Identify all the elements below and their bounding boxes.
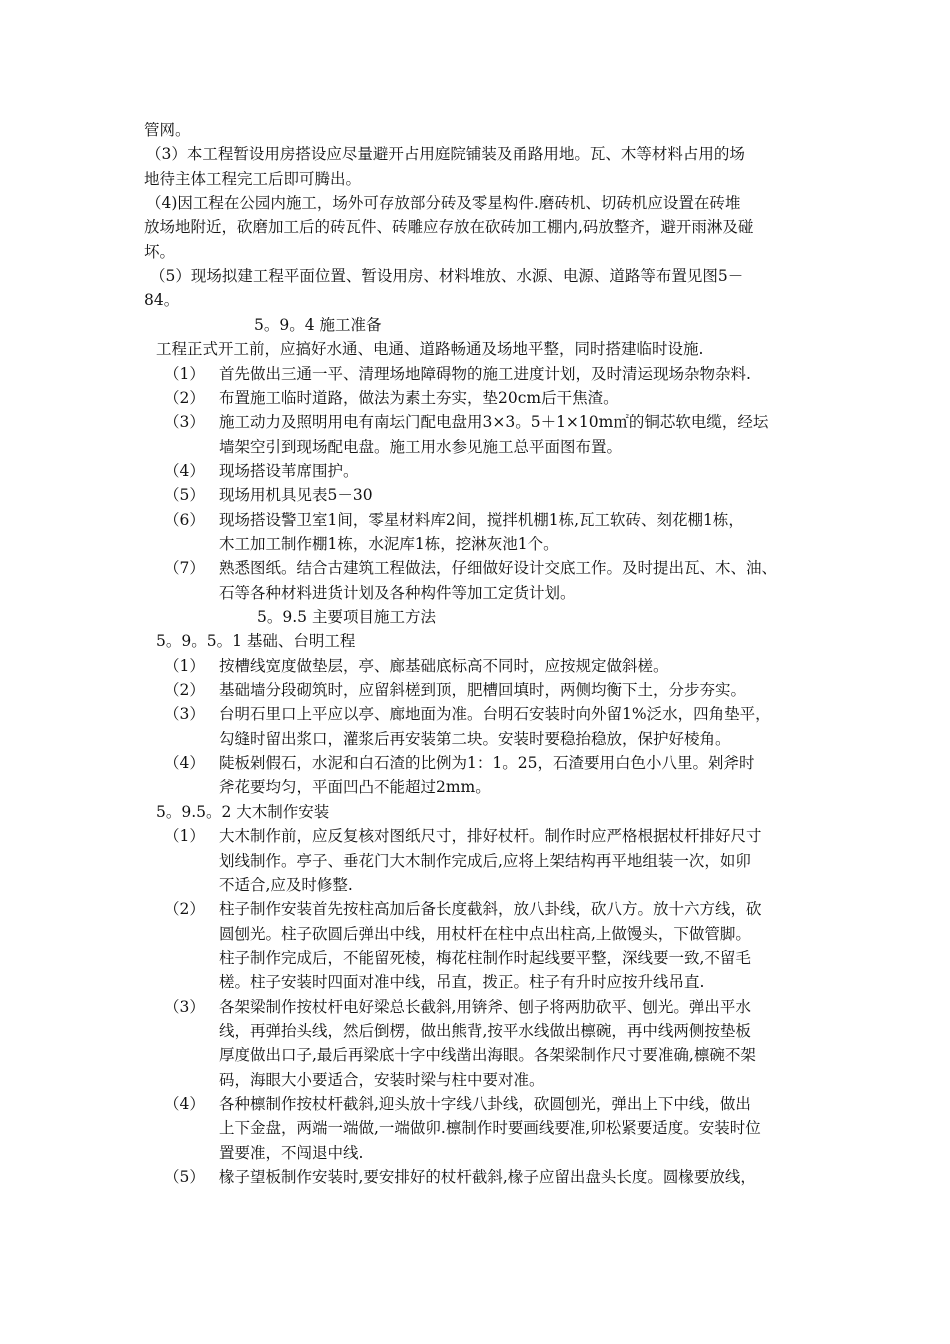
- list-item-text: 墙架空引到现场配电盘。施工用水参见施工总平面图布置。: [219, 437, 623, 456]
- list-item-text: 椽子望板制作安装时,要安排好的杖杆截斜,椽子应留出盘头长度。圆椽要放线，: [219, 1168, 756, 1187]
- list-item-text: 槎。柱子安装时四面对准中线，吊直，拨正。柱子有升时应按升线吊直.: [219, 973, 705, 992]
- list-item-number: （7）: [164, 559, 205, 578]
- list-item-number: （3）: [164, 997, 205, 1016]
- subsection-heading: 5。9.5。2 大木制作安装: [156, 802, 330, 821]
- list-item-text: 布置施工临时道路，做法为素土夯实，垫20cm后干焦渣。: [219, 388, 619, 407]
- list-item-text: 柱子制作完成后，不能留死棱，梅花柱制作时起线要平整，深线要一致,不留毛: [219, 948, 751, 967]
- list-item-text: 台明石里口上平应以亭、廊地面为准。台明石安装时向外留1%泛水，四角垫平，: [219, 705, 771, 724]
- list-item-number: （4）: [164, 461, 205, 480]
- list-item-text: 置要准，不闯退中线.: [219, 1143, 364, 1162]
- list-item-text: 不适合,应及时修整.: [219, 875, 353, 894]
- intro-line: 放场地附近，砍磨加工后的砖瓦件、砖雕应存放在砍砖加工棚内,码放整齐，避开雨淋及碰: [144, 218, 754, 237]
- intro-line: （4)因工程在公园内施工，场外可存放部分砖及零星构件.磨砖机、切砖机应设置在砖堆: [146, 194, 741, 213]
- list-item-text: 码，海眼大小要适合，安装时梁与柱中要对准。: [219, 1070, 545, 1089]
- list-item-number: （6）: [164, 510, 205, 529]
- list-item-text: 现场搭设警卫室1间，零星材料库2间，搅拌机棚1栋,瓦工软砖、刻花棚1栋，: [219, 510, 744, 529]
- list-item-text: 现场搭设苇席围护。: [219, 461, 359, 480]
- list-item-text: 熟悉图纸。结合古建筑工程做法，仔细做好设计交底工作。及时提出瓦、木、油、: [219, 559, 778, 578]
- intro-line: 84。: [144, 291, 180, 310]
- intro-line: 管网。: [144, 121, 191, 139]
- list-item-text: 陡板剁假石，水泥和白石渣的比例为1：1。25，石渣要用白色小八里。剁斧时: [219, 754, 755, 773]
- list-item-text: 按槽线宽度做垫层，亭、廊基础底标高不同时，应按规定做斜槎。: [219, 656, 669, 675]
- list-item-number: （3）: [164, 413, 205, 432]
- list-item-number: （2）: [164, 900, 205, 919]
- section-heading: 5。9.5 主要项目施工方法: [257, 608, 436, 626]
- section-heading: 5。9。4 施工准备: [254, 315, 382, 334]
- list-item-number: （3）: [164, 705, 205, 724]
- list-item-number: （1）: [164, 656, 205, 675]
- list-item-number: （2）: [164, 681, 205, 700]
- list-item-text: 各种檩制作按杖杆截斜,迎头放十字线八卦线，砍圆刨光，弹出上下中线，做出: [219, 1095, 751, 1113]
- list-item-text: 厚度做出口子,最后再梁底十字中线凿出海眼。各架梁制作尺寸要准确,檩碗不架: [219, 1046, 756, 1065]
- list-item-text: 首先做出三通一平、清理场地障碍物的施工进度计划，及时清运现场杂物杂料.: [219, 364, 751, 383]
- list-item-number: （5）: [164, 1168, 205, 1187]
- list-item-number: （1）: [164, 827, 205, 846]
- section-lead: 工程正式开工前，应搞好水通、电通、道路畅通及场地平整，同时搭建临时设施.: [156, 340, 704, 359]
- list-item-number: （5）: [164, 486, 205, 505]
- list-item-text: 石等各种材料进货计划及各种构件等加工定货计划。: [219, 583, 576, 602]
- list-item-number: （1）: [164, 364, 205, 383]
- list-item-text: 圆刨光。柱子砍圆后弹出中线，用杖杆在柱中点出柱高,上做馒头，下做管脚。: [219, 924, 751, 943]
- list-item-text: 线，再弹抬头线，然后倒楞，做出熊背,按平水线做出檩碗，再中线两侧按垫板: [219, 1021, 751, 1040]
- intro-line: （5）现场拟建工程平面位置、暂设用房、材料堆放、水源、电源、道路等布置见图5－: [150, 267, 744, 286]
- list-item-text: 施工动力及照明用电有南坛门配电盘用3×3。5＋1×10m㎡的铜芯软电缆，经坛: [219, 413, 769, 432]
- list-item-text: 大木制作前，应反复核对图纸尺寸，排好杖杆。制作时应严格根据杖杆排好尺寸: [219, 827, 762, 846]
- list-item-number: （4）: [164, 1095, 205, 1113]
- list-item-text: 现场用机具见表5－30: [219, 486, 373, 505]
- list-item-number: （2）: [164, 388, 205, 407]
- list-item-number: （4）: [164, 754, 205, 773]
- intro-line: 地待主体工程完工后即可腾出。: [144, 169, 362, 188]
- list-item-text: 各架梁制作按杖杆电好梁总长截斜,用锛斧、刨子将两肋砍平、刨光。弹出平水: [219, 997, 751, 1016]
- list-item-text: 上下金盘，两端一端做,一端做卯.檩制作时要画线要准,卯松紧要适度。安装时位: [219, 1119, 761, 1138]
- subsection-heading: 5。9。5。1 基础、台明工程: [156, 632, 356, 651]
- list-item-text: 基础墙分段砌筑时，应留斜槎到顶，肥槽回填时，两侧均衡下土，分步夯实。: [219, 681, 747, 700]
- list-item-text: 柱子制作安装首先按柱高加后备长度截斜，放八卦线，砍八方。放十六方线，砍: [219, 900, 762, 919]
- list-item-text: 勾缝时留出浆口，灌浆后再安装第二块。安装时要稳抬稳放，保护好棱角。: [219, 729, 731, 748]
- intro-line: （3）本工程暂设用房搭设应尽量避开占用庭院铺装及甬路用地。瓦、木等材料占用的场: [146, 145, 745, 164]
- list-item-text: 木工加工制作棚1栋，水泥库1栋，挖淋灰池1个。: [219, 534, 559, 553]
- intro-line: 坏。: [144, 242, 176, 261]
- list-item-text: 斧花要均匀，平面凹凸不能超过2mm。: [219, 778, 491, 797]
- list-item-text: 划线制作。亭子、垂花门大木制作完成后,应将上架结构再平地组装一次，如卯: [219, 851, 751, 870]
